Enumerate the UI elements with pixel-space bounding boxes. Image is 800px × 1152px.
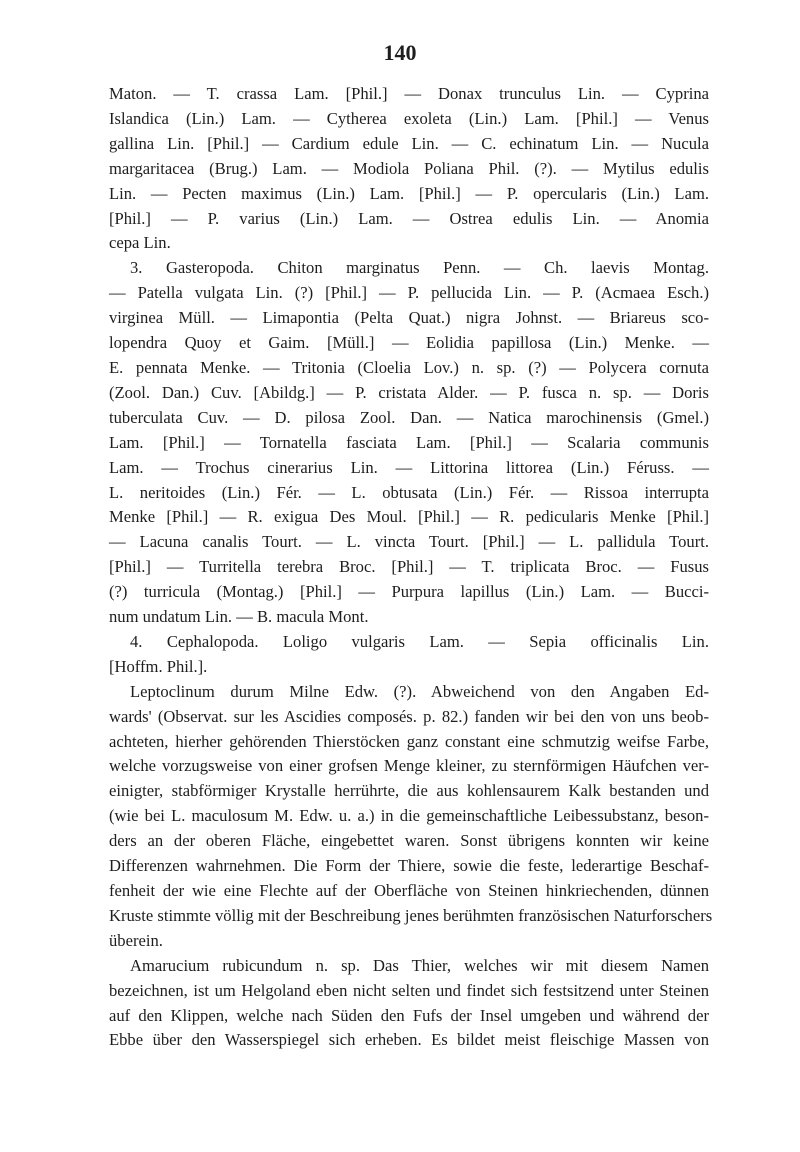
- text-line: Kruste stimmte völlig mit der Beschreibung jenes berühmten französischen Naturforschers: [109, 905, 713, 925]
- text-line: Lam. [Phil.] — Tornatella fasciata Lam. [Phil.] — Scalaria communis: [109, 432, 709, 452]
- text-line: welche vorzugsweise von einer grofsen Menge kleiner, zu sternförmigen Häufchen ver-: [109, 756, 709, 776]
- text-line: cepa Lin.: [109, 233, 171, 253]
- text-line: (wie bei L. maculosum M. Edw. u. a.) in die gemeinschaftliche Leibessubstanz, beson-: [109, 806, 709, 826]
- text-line: — Patella vulgata Lin. (?) [Phil.] — P. pellucida Lin. — P. (Acmaea Esch.): [109, 283, 709, 303]
- text-line: lopendra Quoy et Gaim. [Müll.] — Eolidia papillosa (Lin.) Menke. —: [109, 333, 709, 353]
- text-line: ders an der oberen Fläche, eingebettet waren. Sonst übrigens konnten wir keine: [109, 831, 709, 851]
- text-line: Lam. — Trochus cinerarius Lin. — Littorina littorea (Lin.) Féruss. —: [109, 457, 709, 477]
- text-line: gallina Lin. [Phil.] — Cardium edule Lin. — C. echinatum Lin. — Nucula: [109, 133, 709, 153]
- text-line: Menke [Phil.] — R. exigua Des Moul. [Phil.] — R. pedicularis Menke [Phil.]: [109, 507, 709, 527]
- text-line: num undatum Lin. — B. macula Mont.: [109, 607, 369, 627]
- text-line: auf den Klippen, welche nach Süden den Fufs der Insel umgeben und während der: [109, 1005, 709, 1025]
- text-line: (Zool. Dan.) Cuv. [Abildg.] — P. cristata Alder. — P. fusca n. sp. — Doris: [109, 382, 709, 402]
- text-line: Differenzen wahrnehmen. Die Form der Thiere, sowie die feste, lederartige Beschaf-: [109, 856, 709, 876]
- page-number: 140: [383, 40, 417, 65]
- text-line: [Phil.] — Turritella terebra Broc. [Phil.] — T. triplicata Broc. — Fusus: [109, 557, 709, 577]
- text-line: achteten, hierher gehörenden Thierstöcken ganz constant eine schmutzig weifse Farbe,: [109, 731, 709, 751]
- text-line: 3. Gasteropoda. Chiton marginatus Penn. — Ch. laevis Montag.: [130, 258, 709, 278]
- text-line: Ebbe über den Wasserspiegel sich erheben. Es bildet meist fleischige Massen von: [109, 1030, 709, 1050]
- text-line: Maton. — T. crassa Lam. [Phil.] — Donax trunculus Lin. — Cyprina: [109, 84, 709, 103]
- text-line: Leptoclinum durum Milne Edw. (?). Abweichend von den Angaben Ed-: [130, 681, 709, 701]
- text-line: — Lacuna canalis Tourt. — L. vincta Tourt. [Phil.] — L. pallidula Tourt.: [109, 532, 709, 552]
- text-line: überein.: [109, 930, 163, 950]
- text-line: E. pennata Menke. — Tritonia (Cloelia Lov.) n. sp. (?) — Polycera cornuta: [109, 357, 709, 377]
- text-line: Islandica (Lin.) Lam. — Cytherea exoleta (Lin.) Lam. [Phil.] — Venus: [109, 108, 709, 128]
- text-line: Amarucium rubicundum n. sp. Das Thier, welches wir mit diesem Namen: [130, 955, 709, 975]
- text-line: virginea Müll. — Limapontia (Pelta Quat.) nigra Johnst. — Briareus sco-: [109, 308, 709, 328]
- text-line: margaritacea (Brug.) Lam. — Modiola Poliana Phil. (?). — Mytilus edulis: [109, 158, 709, 178]
- text-line: [Hoffm. Phil.].: [109, 656, 208, 676]
- text-line: bezeichnen, ist um Helgoland eben nicht selten und findet sich festsitzend unter Steinen: [109, 980, 709, 1000]
- text-line: 4. Cephalopoda. Loligo vulgaris Lam. — Sepia officinalis Lin.: [130, 631, 709, 651]
- text-line: einigter, stabförmiger Krystalle herrührte, die aus kohlensaurem Kalk bestanden und: [109, 781, 709, 801]
- text-line: Lin. — Pecten maximus (Lin.) Lam. [Phil.] — P. opercularis (Lin.) Lam.: [109, 183, 709, 203]
- text-line: [Phil.] — P. varius (Lin.) Lam. — Ostrea edulis Lin. — Anomia: [109, 208, 709, 228]
- text-line: (?) turricula (Montag.) [Phil.] — Purpura lapillus (Lin.) Lam. — Bucci-: [109, 582, 709, 602]
- text-line: tuberculata Cuv. — D. pilosa Zool. Dan. — Natica marochinensis (Gmel.): [109, 407, 709, 427]
- body-text: [109, 82, 713, 1053]
- text-line: fenheit der wie eine Flechte auf der Oberfläche von Steinen hinkriechenden, dünnen: [109, 881, 709, 900]
- text-line: wards' (Observat. sur les Ascidies composés. p. 82.) fanden wir bei den von uns beob-: [109, 706, 709, 726]
- text-line: L. neritoides (Lin.) Fér. — L. obtusata (Lin.) Fér. — Rissoa interrupta: [109, 482, 709, 502]
